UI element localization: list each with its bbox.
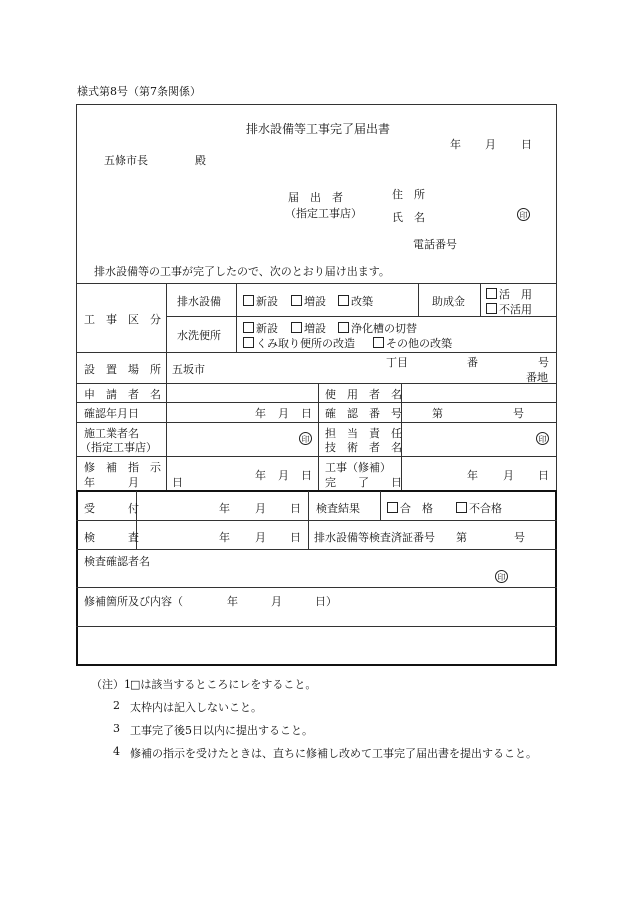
toilet-option-other[interactable]: その他の改築 [373,335,452,351]
notifier-label: 届 出 者 [288,191,343,204]
repair-instruction-label-2: 年 月 日 [84,476,183,489]
user-name-label: 使 用 者 名 [325,388,402,401]
note-3: 工事完了後5日以内に提出すること。 [130,724,313,737]
checkbox-icon [338,295,349,306]
date-year: 年 [450,138,461,151]
received-month: 月 [255,502,266,515]
repair-instruction-label-1: 修 補 指 示 [84,461,161,474]
name-label: 氏 名 [392,211,425,224]
toilet-option-add[interactable]: 増設 [291,320,326,336]
checkbox-icon [291,322,302,333]
form-title: 排水設備等工事完了届出書 [246,122,391,136]
completion-date-month: 月 [503,469,514,482]
note-2: 太枠内は記入しないこと。 [130,701,262,714]
confirm-number-label: 確 認 番 号 [325,407,402,420]
engineer-seal-icon: 印 [536,432,549,445]
contractor-label: （指定工事店） [285,207,362,220]
cert-number-label: 排水設備等検査済証番号 [314,531,435,544]
note-2-num: 2 [113,699,120,712]
toilet-option-new[interactable]: 新設 [243,320,278,336]
drainage-option-add[interactable]: 増設 [291,293,326,309]
toilet-option-pit[interactable]: くみ取り便所の改造 [243,335,355,351]
inspector-seal-icon: 印 [495,570,508,583]
confirm-number-go: 号 [513,407,524,420]
subsidy-option-nonuse[interactable]: 不活用 [486,301,532,317]
note-prefix: （注）1 [91,678,131,691]
work-class-label: 工 事 区 分 [84,313,161,326]
date-day: 日 [521,138,532,151]
contractor-sub-label: （指定工事店） [80,441,157,454]
mayor-label: 五條市長 [104,154,148,167]
honorific: 殿 [195,154,206,167]
confirm-number-dai: 第 [432,407,443,420]
date-month: 月 [485,138,496,151]
completion-date-day: 日 [538,469,549,482]
applicant-seal-icon: 印 [517,208,530,221]
official-use-box [76,490,557,666]
statement-text: 排水設備等の工事が完了したので、次のとおり届け出ます。 [94,265,390,278]
inspection-day: 日 [290,531,301,544]
contractor-name-label: 施工業者名 [84,427,139,440]
result-pass[interactable]: 合 格 [387,500,433,516]
completion-label-1: 工事（修補） [325,461,391,474]
note-3-num: 3 [113,722,120,735]
confirm-date-year: 年 [255,407,266,420]
phone-label: 電話番号 [413,238,457,251]
checkbox-icon [243,337,254,348]
completion-label-2: 完 了 日 [325,476,402,489]
checkbox-icon [486,303,497,314]
location-banchi: 番地 [526,371,548,384]
completion-date-year: 年 [467,469,478,482]
location-city: 五坂市 [172,363,205,376]
location-label: 設 置 場 所 [84,363,161,376]
inspection-year: 年 [219,531,230,544]
note-1: □は該当するところにレをすること。 [130,678,317,691]
received-label: 受 付 [84,502,139,515]
contractor-seal-icon: 印 [299,432,312,445]
inspection-month: 月 [255,531,266,544]
checkbox-icon [486,288,497,299]
toilet-option-septic[interactable]: 浄化槽の切替 [338,320,417,336]
result-fail[interactable]: 不合格 [456,500,502,516]
repair-details-label: 修補箇所及び内容（ 年 月 日） [84,595,337,608]
location-go: 号 [538,356,549,369]
form-number: 様式第8号（第7条関係） [77,85,201,98]
confirm-date-label: 確認年月日 [84,407,139,420]
checkbox-icon [456,502,467,513]
checkbox-icon [373,337,384,348]
note-4-num: 4 [113,745,120,758]
checkbox-icon [243,295,254,306]
location-chome: 丁目 [386,356,408,369]
note-4: 修補の指示を受けたときは、直ちに修補し改めて工事完了届出書を提出すること。 [130,747,537,760]
repair-date-year: 年 [255,469,266,482]
repair-date-day: 日 [301,469,312,482]
checkbox-icon [338,322,349,333]
subsidy-label: 助成金 [432,295,465,308]
received-year: 年 [219,502,230,515]
address-label: 住 所 [392,188,425,201]
repair-date-month: 月 [278,469,289,482]
cert-dai: 第 [456,531,467,544]
inspection-label: 検 査 [84,531,139,544]
inspection-result-label: 検査結果 [316,502,360,515]
received-day: 日 [290,502,301,515]
confirm-date-month: 月 [278,407,289,420]
subsidy-option-use[interactable]: 活 用 [486,286,532,302]
inspector-label: 検査確認者名 [84,555,150,568]
cert-go: 号 [514,531,525,544]
drainage-label: 排水設備 [177,295,221,308]
engineer-label-1: 担 当 責 任 [325,427,402,440]
confirm-date-day: 日 [301,407,312,420]
checkbox-icon [387,502,398,513]
location-ban: 番 [467,356,478,369]
toilet-label: 水洗便所 [177,329,221,342]
applicant-name-label: 申 請 者 名 [84,388,161,401]
checkbox-icon [291,295,302,306]
drainage-option-new[interactable]: 新設 [243,293,278,309]
checkbox-icon [243,322,254,333]
drainage-option-rebuild[interactable]: 改築 [338,293,373,309]
engineer-label-2: 技 術 者 名 [325,441,402,454]
